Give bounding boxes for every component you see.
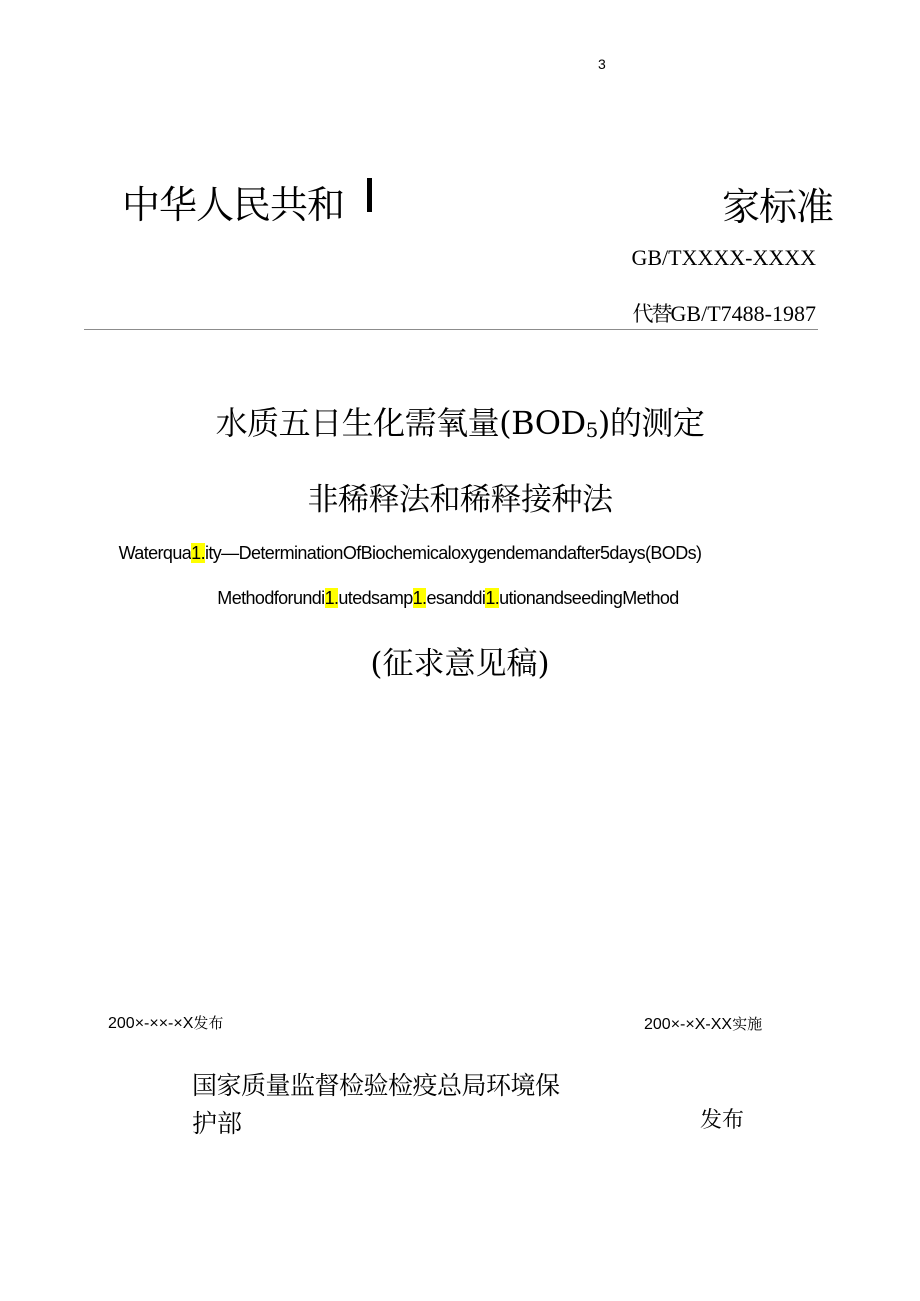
issuer-line2: 护部 xyxy=(192,1109,243,1138)
national-standard-left: 中华人民共和 xyxy=(122,183,345,227)
en2-part2: utedsamp xyxy=(338,588,413,608)
replaces-number: GB/T7488-1987 xyxy=(670,301,816,326)
en2-part4: utionandseedingMethod xyxy=(499,588,679,608)
main-title xyxy=(0,398,920,444)
national-standard-bar xyxy=(367,178,372,212)
subtitle: 非稀释法和稀释接种法 xyxy=(307,482,613,518)
issue-label: 发布 xyxy=(193,1014,224,1032)
english-title-line1 xyxy=(0,543,870,564)
en2-highlight3: 1. xyxy=(485,588,500,608)
issue-date: 200×-××-×X xyxy=(108,1015,194,1032)
main-title-prefix: 水质五日生化需氧量(BOD xyxy=(215,404,586,442)
english-title-line2 xyxy=(0,588,908,609)
replaces-label: 代替 xyxy=(632,302,671,326)
en2-highlight2: 1. xyxy=(412,588,427,608)
en1-part2: ity—DeterminationOfBiochemicaloxygendemandafter5days(BODs) xyxy=(204,543,702,563)
en1-part1: Waterqua xyxy=(118,543,192,563)
national-standard-right: 家标准 xyxy=(722,185,834,229)
issuer-line1: 国家质量监督检验检疫总局环境保 xyxy=(192,1071,560,1100)
en2-part3: esanddi xyxy=(426,588,486,608)
header-rule xyxy=(84,329,818,330)
main-title-subscript: 5 xyxy=(585,418,598,442)
en1-highlight1: 1. xyxy=(191,543,205,563)
issuer-action: 发布 xyxy=(700,1108,745,1133)
standard-number: GB/TXXXX-XXXX xyxy=(631,245,816,270)
en2-highlight1: 1. xyxy=(324,588,339,608)
replaces-line xyxy=(633,298,816,328)
issue-date-line xyxy=(108,1012,223,1033)
implementation-label: 实施 xyxy=(732,1015,763,1033)
page-number: 3 xyxy=(598,56,606,72)
draft-label: (征求意见稿) xyxy=(370,646,550,682)
main-title-suffix: )的测定 xyxy=(597,404,705,442)
implementation-date-line xyxy=(644,1013,762,1034)
implementation-date: 200×-×X-XX xyxy=(644,1016,733,1033)
en2-part1: Methodforundi xyxy=(217,588,325,608)
